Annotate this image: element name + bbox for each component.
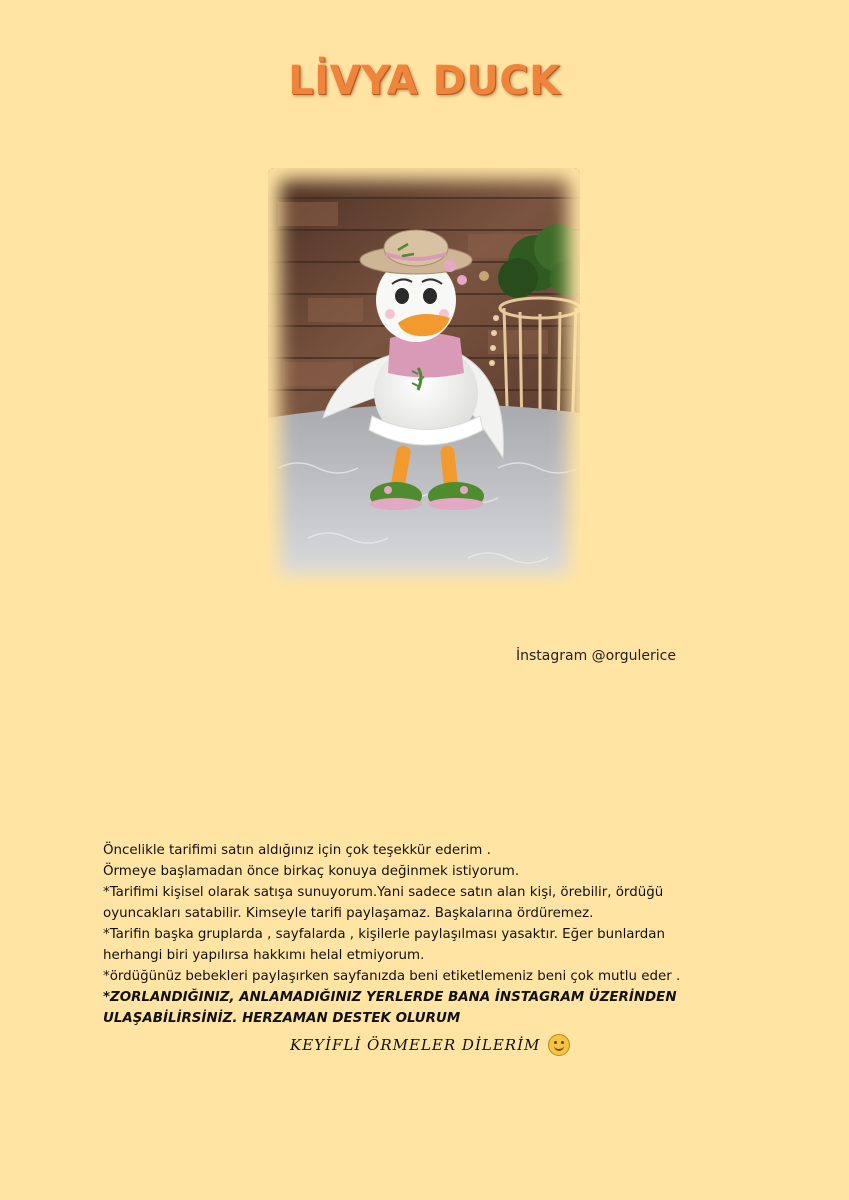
page-title: LİVYA DUCK — [288, 58, 561, 104]
intro-text — [103, 840, 723, 1029]
instagram-handle: İnstagram @orgulerice — [516, 648, 676, 664]
paragraph: *Tarifimi kişisel olarak satışa sunuyorum.Yani sadece satın alan kişi, örebilir, ördüğü oyuncakları satabilir. Kimseyle tarifi paylaşamaz. Başkalarına ördüremez. — [103, 885, 664, 921]
closing-text: KEYİFLİ ÖRMELER DİLERİM — [290, 1036, 541, 1054]
paragraph: Örmeye başlamadan önce birkaç konuya değinmek istiyorum. — [103, 864, 520, 879]
smiley-icon — [548, 1034, 570, 1056]
paragraph: Öncelikle tarifimi satın aldığınız için çok teşekkür ederim . — [103, 843, 491, 858]
paragraph: *Tarifin başka gruplarda , sayfalarda , kişilerle paylaşılması yasaktır. Eğer bunlardan herhangi biri yapılırsa hakkımı helal etmiyorum. — [103, 927, 665, 963]
support-note: *ZORLANDIĞINIZ, ANLAMADIĞINIZ YERLERDE BANA İNSTAGRAM ÜZERİNDEN ULAŞABİLİRSİNİZ. HERZAMAN DESTEK OLURUM — [103, 990, 677, 1026]
closing-line — [290, 1034, 570, 1056]
duck-photo — [268, 168, 580, 586]
paragraph: *ördüğünüz bebekleri paylaşırken sayfanızda beni etiketlemeniz beni çok mutlu eder . — [103, 969, 681, 984]
